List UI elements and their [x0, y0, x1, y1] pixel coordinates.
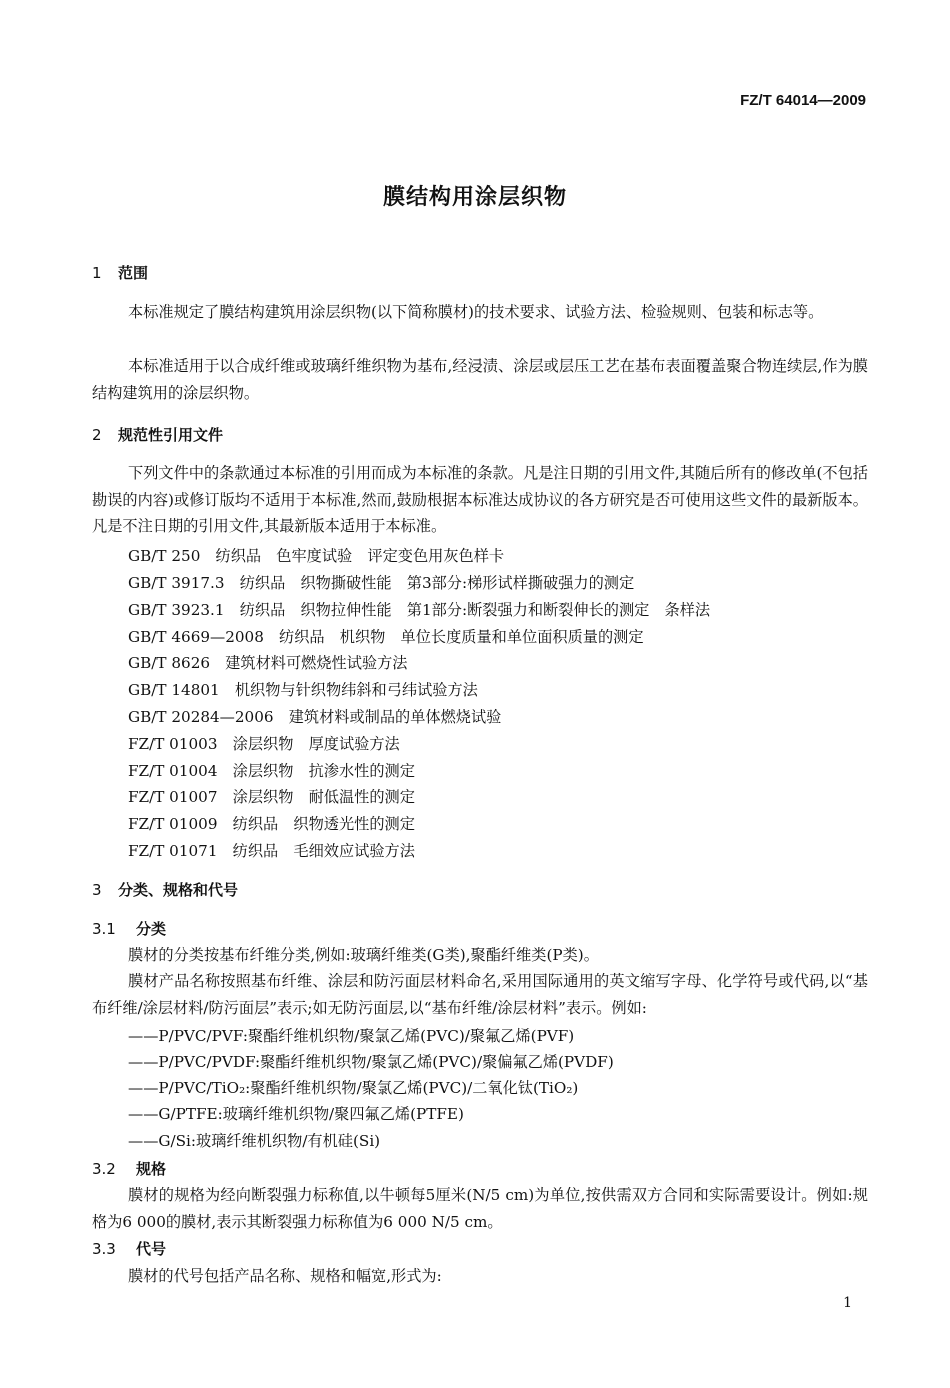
reference-item: FZ/T 01009 纺织品 织物透光性的测定 [128, 815, 415, 833]
paragraph: 本标准适用于以合成纤维或玻璃纤维织物为基布,经浸渍、涂层或层压工艺在基布表面覆盖聚合物连续层,作为膜结构建筑用的涂层织物。 [92, 357, 868, 402]
reference-item: GB/T 14801 机织物与针织物纬斜和弓纬试验方法 [128, 681, 478, 699]
reference-item: FZ/T 01007 涂层织物 耐低温性的测定 [128, 788, 415, 806]
paragraph: 膜材的规格为经向断裂强力标称值,以牛顿每5厘米(N/5 cm)为单位,按供需双方合同和实际需要设计。例如:规格为6 000的膜材,表示其断裂强力标称值为6 000 N/5 cm。 [92, 1186, 868, 1231]
example-item: ——G/Si:玻璃纤维机织物/有机硅(Si) [128, 1132, 381, 1150]
section-title: 分类、规格和代号 [118, 881, 239, 899]
standard-code: FZ/T 64014—2009 [740, 92, 866, 109]
paragraph: 膜材的代号包括产品名称、规格和幅宽,形式为: [128, 1267, 442, 1285]
section-title: 范围 [118, 264, 149, 282]
reference-item: FZ/T 01071 纺织品 毛细效应试验方法 [128, 842, 415, 860]
subsection-number: 3.2 [92, 1160, 116, 1178]
reference-item: FZ/T 01003 涂层织物 厚度试验方法 [128, 735, 400, 753]
subsection-3-3-heading [92, 1238, 166, 1259]
section-1-heading [92, 262, 148, 283]
reference-item: GB/T 4669—2008 纺织品 机织物 单位长度质量和单位面积质量的测定 [128, 628, 644, 646]
paragraph: 下列文件中的条款通过本标准的引用而成为本标准的条款。凡是注日期的引用文件,其随后所有的修改单(不包括勘误的内容)或修订版均不适用于本标准,然而,鼓励根据本标准达成协议的各方研究是否可使用这些文件的最新版本。凡是不注日期的引用文件,其最新版本适用于本标准。 [92, 464, 868, 535]
example-item: ——G/PTFE:玻璃纤维机织物/聚四氟乙烯(PTFE) [128, 1105, 464, 1123]
example-item: ——P/PVC/PVF:聚酯纤维机织物/聚氯乙烯(PVC)/聚氟乙烯(PVF) [128, 1027, 575, 1045]
reference-item: GB/T 20284—2006 建筑材料或制品的单体燃烧试验 [128, 708, 502, 726]
section-number: 2 [92, 426, 102, 444]
document-title: 膜结构用涂层织物 [382, 185, 567, 210]
reference-item: GB/T 8626 建筑材料可燃烧性试验方法 [128, 654, 408, 672]
page-number: 1 [843, 1295, 852, 1311]
section-2-heading [92, 424, 223, 445]
subsection-3-2-heading [92, 1158, 166, 1179]
reference-item: GB/T 3923.1 纺织品 织物拉伸性能 第1部分:断裂强力和断裂伸长的测定 条样法 [128, 601, 711, 619]
reference-item: GB/T 3917.3 纺织品 织物撕破性能 第3部分:梯形试样撕破强力的测定 [128, 574, 635, 592]
reference-item: GB/T 250 纺织品 色牢度试验 评定变色用灰色样卡 [128, 547, 505, 565]
paragraph: 本标准规定了膜结构建筑用涂层织物(以下简称膜材)的技术要求、试验方法、检验规则、包装和标志等。 [128, 303, 824, 321]
section-number: 1 [92, 264, 102, 282]
subsection-title: 分类 [136, 920, 167, 938]
section-3-heading [92, 879, 238, 900]
paragraph: 膜材的分类按基布纤维分类,例如:玻璃纤维类(G类),聚酯纤维类(P类)。 [128, 946, 599, 964]
subsection-title: 代号 [136, 1240, 167, 1258]
example-item: ——P/PVC/PVDF:聚酯纤维机织物/聚氯乙烯(PVC)/聚偏氟乙烯(PVDF) [128, 1053, 614, 1071]
reference-item: FZ/T 01004 涂层织物 抗渗水性的测定 [128, 762, 415, 780]
section-title: 规范性引用文件 [118, 426, 224, 444]
paragraph: 膜材产品名称按照基布纤维、涂层和防污面层材料命名,采用国际通用的英文缩写字母、化学符号或代码,以“基布纤维/涂层材料/防污面层”表示;如无防污面层,以“基布纤维/涂层材料”表示。例如: [92, 972, 868, 1017]
example-item: ——P/PVC/TiO₂:聚酯纤维机织物/聚氯乙烯(PVC)/二氧化钛(TiO₂) [128, 1079, 579, 1097]
subsection-number: 3.1 [92, 920, 116, 938]
section-number: 3 [92, 881, 102, 899]
subsection-title: 规格 [136, 1160, 167, 1178]
subsection-3-1-heading [92, 918, 166, 939]
subsection-number: 3.3 [92, 1240, 116, 1258]
